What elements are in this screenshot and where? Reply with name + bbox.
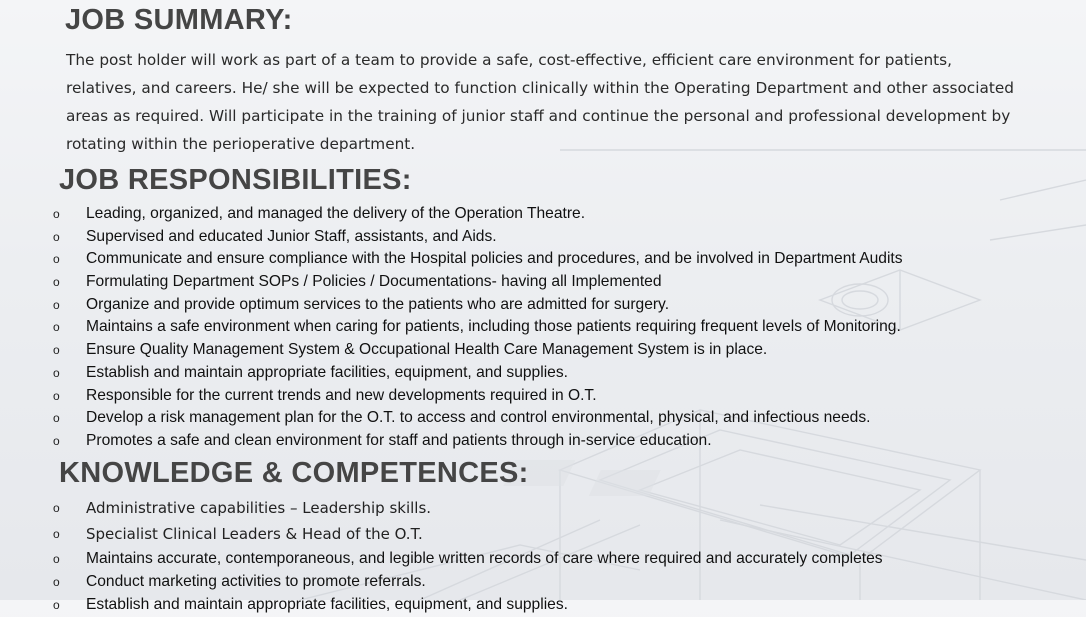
list-item-text: Maintains a safe environment when caring for patients, including those patients requiring frequent levels of Monitoring. (86, 318, 901, 336)
list-item-text: Specialist Clinical Leaders & Head of the O.T. (86, 525, 423, 543)
bullet-marker: o (53, 320, 60, 335)
job-summary-heading: JOB SUMMARY: (65, 4, 293, 36)
bullet-marker: o (53, 343, 60, 358)
bullet-marker: o (53, 297, 60, 312)
list-item-text: Ensure Quality Management System & Occupational Health Care Management System is in place. (86, 341, 768, 359)
job-summary-text: The post holder will work as part of a team to provide a safe, cost-effective, efficient care environment for patients, relatives, and careers. He/ she will be expected to function clinically within the Operating Department and other associated areas as required. Will participate in the training of junior staff and continue the personal and professional development by rotating within the perioperative department. (66, 51, 1014, 153)
bullet-marker: o (53, 365, 60, 380)
bullet-marker: o (53, 275, 60, 290)
bullet-marker: o (53, 575, 60, 589)
list-item-text: Establish and maintain appropriate facilities, equipment, and supplies. (86, 596, 568, 613)
list-item-text: Develop a risk management plan for the O.T. to access and control environmental, physical, and infectious needs. (86, 409, 871, 427)
knowledge-competences-heading: KNOWLEDGE & COMPETENCES: (59, 457, 529, 489)
list-item-text: Supervised and educated Junior Staff, assistants, and Aids. (86, 227, 497, 245)
list-item-text: Establish and maintain appropriate facilities, equipment, and supplies. (86, 363, 568, 381)
bullet-marker: o (53, 411, 60, 426)
bullet-marker: o (53, 501, 60, 515)
list-item-text: Responsible for the current trends and new developments required in O.T. (86, 386, 597, 404)
bullet-marker: o (53, 252, 60, 267)
bullet-marker: o (53, 207, 60, 221)
list-item-text: Organize and provide optimum services to the patients who are admitted for surgery. (86, 295, 670, 313)
list-item-text: Formulating Department SOPs / Policies / Documentations- having all Implemented (86, 273, 662, 291)
bullet-marker: o (53, 229, 60, 244)
list-item-text: Communicate and ensure compliance with the Hospital policies and procedures, and be involved in Department Audits (86, 250, 903, 268)
list-item-text: Maintains accurate, contemporaneous, and legible written records of care where required and accurately completes (86, 550, 883, 567)
list-item-text: Administrative capabilities – Leadership skills. (86, 499, 432, 517)
list-item-text: Leading, organized, and managed the delivery of the Operation Theatre. (86, 205, 586, 222)
list-item-text: Conduct marketing activities to promote referrals. (86, 573, 426, 590)
bullet-marker: o (53, 527, 60, 541)
job-responsibilities-heading: JOB RESPONSIBILITIES: (59, 164, 412, 196)
bullet-marker: o (53, 388, 60, 403)
bullet-marker: o (53, 598, 60, 612)
list-item-text: Promotes a safe and clean environment for staff and patients through in-service education. (86, 431, 712, 449)
bullet-marker: o (53, 433, 60, 448)
bullet-marker: o (53, 552, 60, 566)
